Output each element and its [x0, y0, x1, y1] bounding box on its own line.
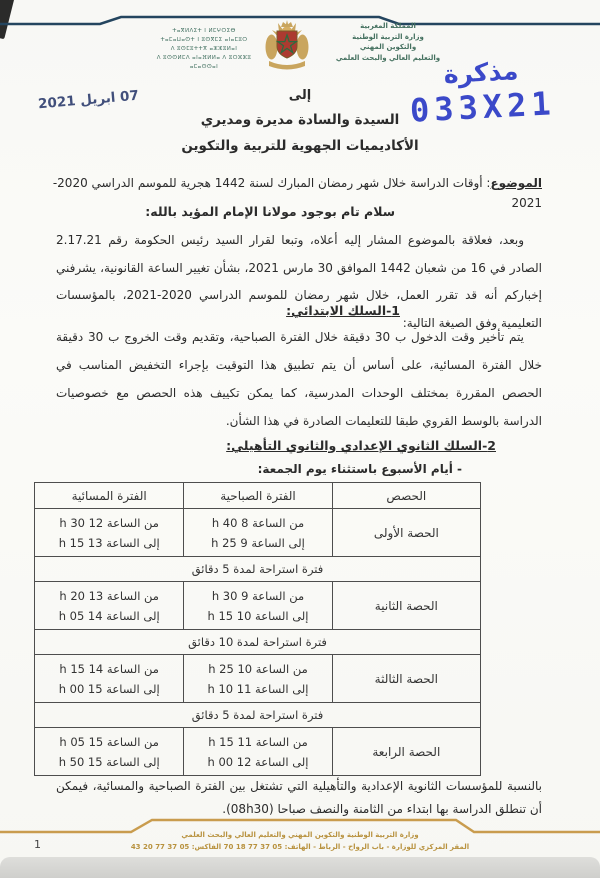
break-label: فترة استراحة لمدة 5 دقائق — [35, 557, 481, 582]
time-to: إلى الساعة 12 h 00 — [207, 754, 309, 769]
session-name-cell: الحصة الرابعة — [332, 728, 480, 776]
tifinagh-line: ⴷ ⵓⵙⵎⵓⵜⵜⴳ ⴰⵣⵣⵓⵍⴰⵏ — [170, 46, 238, 52]
page-number: 1 — [34, 838, 41, 851]
closing-paragraph: بالنسبة للمؤسسات الثانوية الإعدادية والتأهيلية التي تشتغل بين الفترة الصباحية والمسائية، فيمكن أن تنطلق الدراسة بها ابتداء من الثامنة والنصف صباحا (08h30). — [56, 779, 542, 816]
session-name-cell: الحصة الثالثة — [332, 655, 480, 703]
recipient-line-1: السيدة والسادة مديرة ومديري — [200, 112, 400, 128]
session-name-cell: الحصة الثانية — [332, 582, 480, 630]
ministry-name-arabic — [323, 21, 453, 63]
timetable — [34, 482, 481, 776]
break-label: فترة استراحة لمدة 5 دقائق — [35, 703, 481, 728]
session-name-cell: الحصة الأولى — [332, 509, 480, 557]
time-from: من الساعة 8 h 40 — [211, 515, 305, 530]
time-from: من الساعة 9 h 30 — [211, 588, 305, 603]
recipient-line-2: الأكاديميات الجهوية للتربية والتكوين — [181, 138, 419, 154]
break-row-2 — [35, 630, 481, 655]
time-to: إلى الساعة 15 h 00 — [58, 681, 160, 696]
primary-section-body: يتم تأخير وقت الدخول ب 30 دقيقة خلال الفترة الصباحية، وتقديم وقت الخروج ب 30 دقيقة خلال الفترة المسائية، على أساس أن يتم تطبيق هذا التوقيت بإجراء التخفيض المناسب في الحصص المقررة بمختلف الوحدات المدرسية، كما يمكن تكييف هذه الحصص مع خصوصيات الدراسة بالوسط القروي طبقا للتعليمات الصادرة في هذا الشأن. — [56, 330, 542, 428]
session-row-2 — [35, 582, 481, 630]
ministry-line: وزارة التربية الوطنية — [352, 32, 424, 41]
time-from: من الساعة 13 h 20 — [59, 588, 159, 603]
evening-period-cell — [35, 728, 184, 776]
time-from: من الساعة 10 h 25 — [208, 661, 308, 676]
evening-period-cell — [35, 582, 184, 630]
tifinagh-line: ⵜⴰⴳⵍⴷⵉⵜ ⵏ ⵍⵎⵖⵔⵉⴱ — [172, 28, 236, 34]
subject-text: : أوقات الدراسة خلال شهر رمضان المبارك لسنة 1442 هجرية للموسم الدراسي 2020-2021 — [52, 176, 542, 210]
time-to: إلى الساعة 10 h 15 — [207, 608, 309, 623]
time-from: من الساعة 14 h 15 — [59, 661, 159, 676]
time-to: إلى الساعة 13 h 15 — [58, 535, 160, 550]
ministry-line: المملكة المغربية — [360, 22, 416, 30]
time-to: إلى الساعة 9 h 25 — [211, 535, 305, 550]
time-to: إلى الساعة 11 h 10 — [207, 681, 309, 696]
recipient-to: إلى — [288, 88, 312, 103]
break-label: فترة استراحة لمدة 10 دقائق — [35, 630, 481, 655]
week-days-bullet: - أيام الأسبوع باستثناء يوم الجمعة: — [257, 462, 462, 476]
time-from: من الساعة 11 h 15 — [208, 734, 308, 749]
date-stamp: 07 ابريل 2021 — [37, 87, 140, 113]
morning-period-cell — [184, 728, 332, 776]
header-cell-sessions: الحصص — [332, 483, 480, 509]
memo-stamp-number: 033X21 — [409, 84, 557, 130]
coat-of-arms-icon — [264, 18, 310, 70]
memo-stamp-word: مذكرة — [442, 56, 520, 89]
morning-period-cell — [184, 582, 332, 630]
morning-period-cell — [184, 655, 332, 703]
break-row-3 — [35, 703, 481, 728]
footer-ministry-line: وزارة التربية الوطنية والتكوين المهني والتعليم العالي والبحث العلمي — [181, 831, 419, 839]
primary-section-title: 1-السلك الابتدائي: — [286, 303, 400, 318]
ministry-line: والتعليم العالي والبحث العلمي — [335, 53, 441, 62]
evening-period-cell — [35, 655, 184, 703]
time-from: من الساعة 12 h 30 — [59, 515, 159, 530]
session-row-3 — [35, 655, 481, 703]
greeting-line: سلام تام بوجود مولانا الإمام المؤيد بالله: — [145, 204, 395, 219]
time-to: إلى الساعة 14 h 05 — [58, 608, 160, 623]
secondary-section-title: 2-السلك الثانوي الإعدادي والثانوي التأهيلي: — [226, 438, 496, 453]
morning-period-cell — [184, 509, 332, 557]
time-from: من الساعة 15 h 05 — [59, 734, 159, 749]
session-row-1 — [35, 509, 481, 557]
timetable-header-row — [35, 483, 481, 509]
session-row-4 — [35, 728, 481, 776]
time-to: إلى الساعة 15 h 50 — [58, 754, 160, 769]
intro-paragraph: وبعد، فعلاقة بالموضوع المشار إليه أعلاه، وتبعا لقرار السيد رئيس الحكومة رقم 2.17.21 الصادر في 16 من شعبان 1442 الموافق 30 مارس 2021، بشأن تغيير الساعة القانونية، يشرفني إخباركم أنه قد تقرر العمل، خلال شهر رمضان للموسم الدراسي 2020-2021، بالمؤسسات التعليمية وفق الصيغة التالية: — [56, 233, 543, 330]
header-cell-morning: الفترة الصباحية — [184, 483, 332, 509]
break-row-1 — [35, 557, 481, 582]
tifinagh-line: ⵜⴰⵎⴰⵡⴰⵙⵜ ⵏ ⵓⵙⴳⵎⵉ ⴰⵏⴰⵎⵓⵔ — [160, 37, 248, 43]
bottom-scan-band — [0, 857, 600, 878]
ministry-name-tifinagh — [148, 27, 260, 72]
footer-address-line: المقر المركزي للوزارة - باب الرواح - الرباط - الهاتف: 05 37 77 18 70 الفاكس: 05 37 77 20 43 — [130, 843, 470, 851]
header-cell-evening: الفترة المسائية — [35, 483, 184, 509]
evening-period-cell — [35, 509, 184, 557]
tifinagh-line: ⴷ ⵓⵙⵙⵍⵎⴷ ⴰⵏⴰⴼⵍⵍⴰ ⴷ ⵓⵔⵣⵣⵓ ⴰⵎⴰⵙⵙⴰⵏ — [156, 55, 252, 70]
ministry-line: والتكوين المهني — [359, 43, 417, 51]
subject-label: الموضوع — [490, 176, 542, 190]
